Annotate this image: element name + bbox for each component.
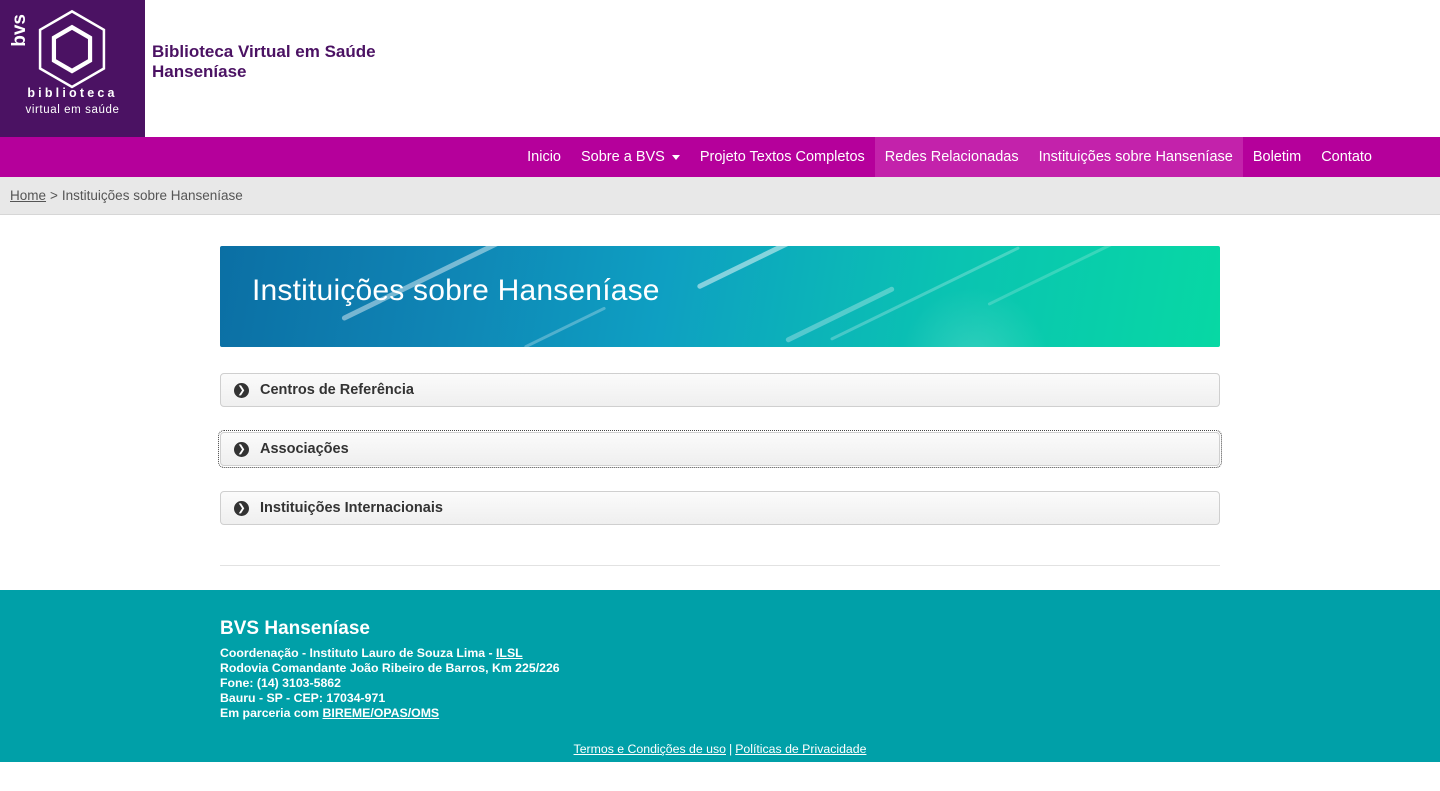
terms-link[interactable]: Termos e Condições de uso <box>573 742 726 756</box>
breadcrumb-current: Instituições sobre Hanseníase <box>61 188 243 203</box>
nav-item-label: Contato <box>1321 149 1372 165</box>
institutions-accordion <box>220 373 1220 525</box>
nav-item-label: Inicio <box>527 149 561 165</box>
site-footer <box>0 590 1440 762</box>
main-navigation <box>0 137 1440 177</box>
bvs-logo[interactable] <box>0 0 145 137</box>
footer-city: Bauru - SP - CEP: 17034-971 <box>220 691 386 705</box>
chevron-down-icon <box>672 155 680 160</box>
nav-item-sobre-a-bvs[interactable] <box>571 137 690 177</box>
banner-streak <box>524 306 606 347</box>
breadcrumb-separator: > <box>50 188 58 203</box>
footer-title: BVS Hanseníase <box>220 618 370 639</box>
content-divider <box>220 565 1220 566</box>
page-banner <box>220 246 1220 347</box>
nav-item-contato[interactable] <box>1311 137 1382 177</box>
accordion-item-label: Instituições Internacionais <box>260 500 443 516</box>
nav-item-label: Redes Relacionadas <box>884 149 1019 165</box>
logo-caption-line1: biblioteca <box>27 85 118 100</box>
accordion-item-associacoes[interactable] <box>220 432 1220 466</box>
chevron-right-circle-icon: ❯ <box>234 383 249 398</box>
nav-item-redes-relacionadas[interactable] <box>875 137 1029 177</box>
nav-item-inicio[interactable] <box>517 137 571 177</box>
chevron-right-circle-icon: ❯ <box>234 442 249 457</box>
footer-partner <box>220 706 1220 721</box>
footer-partner-text: Em parceria com <box>220 706 323 720</box>
nav-item-label: Instituições sobre Hanseníase <box>1038 149 1233 165</box>
logo-caption <box>0 85 145 119</box>
nav-item-label: Projeto Textos Completos <box>699 149 865 165</box>
chevron-right-circle-icon: ❯ <box>234 501 249 516</box>
footer-coordination-text: Coordenação - Instituto Lauro de Souza Lima - <box>220 646 497 660</box>
privacy-link[interactable]: Políticas de Privacidade <box>735 742 867 756</box>
footer-link-separator: | <box>728 742 733 756</box>
footer-address: Rodovia Comandante João Ribeiro de Barros, Km 225/226 <box>220 661 560 675</box>
site-title <box>152 42 376 83</box>
accordion-item-instituicoes-internacionais[interactable] <box>220 491 1220 525</box>
page-title: Instituições sobre Hanseníase <box>252 274 660 307</box>
footer-bireme-link[interactable]: BIREME/OPAS/OMS <box>322 706 440 720</box>
footer-coordination <box>220 646 1220 661</box>
site-title-line1: Biblioteca Virtual em Saúde <box>152 42 376 61</box>
footer-legal-links <box>0 742 1440 756</box>
site-header <box>0 0 1440 137</box>
logo-caption-line2: virtual em saúde <box>25 104 120 117</box>
nav-item-boletim[interactable] <box>1243 137 1311 177</box>
footer-ilsl-link[interactable]: ILSL <box>496 646 523 660</box>
page-content <box>0 215 1440 590</box>
site-title-line2: Hanseníase <box>152 62 247 82</box>
nav-item-label: Sobre a BVS <box>581 149 665 165</box>
footer-phone: Fone: (14) 3103-5862 <box>220 676 341 690</box>
accordion-item-label: Centros de Referência <box>260 382 414 398</box>
breadcrumb <box>0 177 1440 215</box>
accordion-item-label: Associações <box>260 441 349 457</box>
hexagon-logo-icon <box>30 8 114 92</box>
nav-item-instituicoes-sobre-hanseniase[interactable] <box>1029 137 1243 177</box>
nav-item-projeto-textos-completos[interactable] <box>690 137 875 177</box>
logo-bvs-text: bvs <box>9 14 30 47</box>
nav-item-label: Boletim <box>1252 149 1302 165</box>
accordion-item-centros-de-referencia[interactable] <box>220 373 1220 407</box>
banner-streak <box>696 246 833 290</box>
breadcrumb-home-link[interactable]: Home <box>10 188 47 203</box>
